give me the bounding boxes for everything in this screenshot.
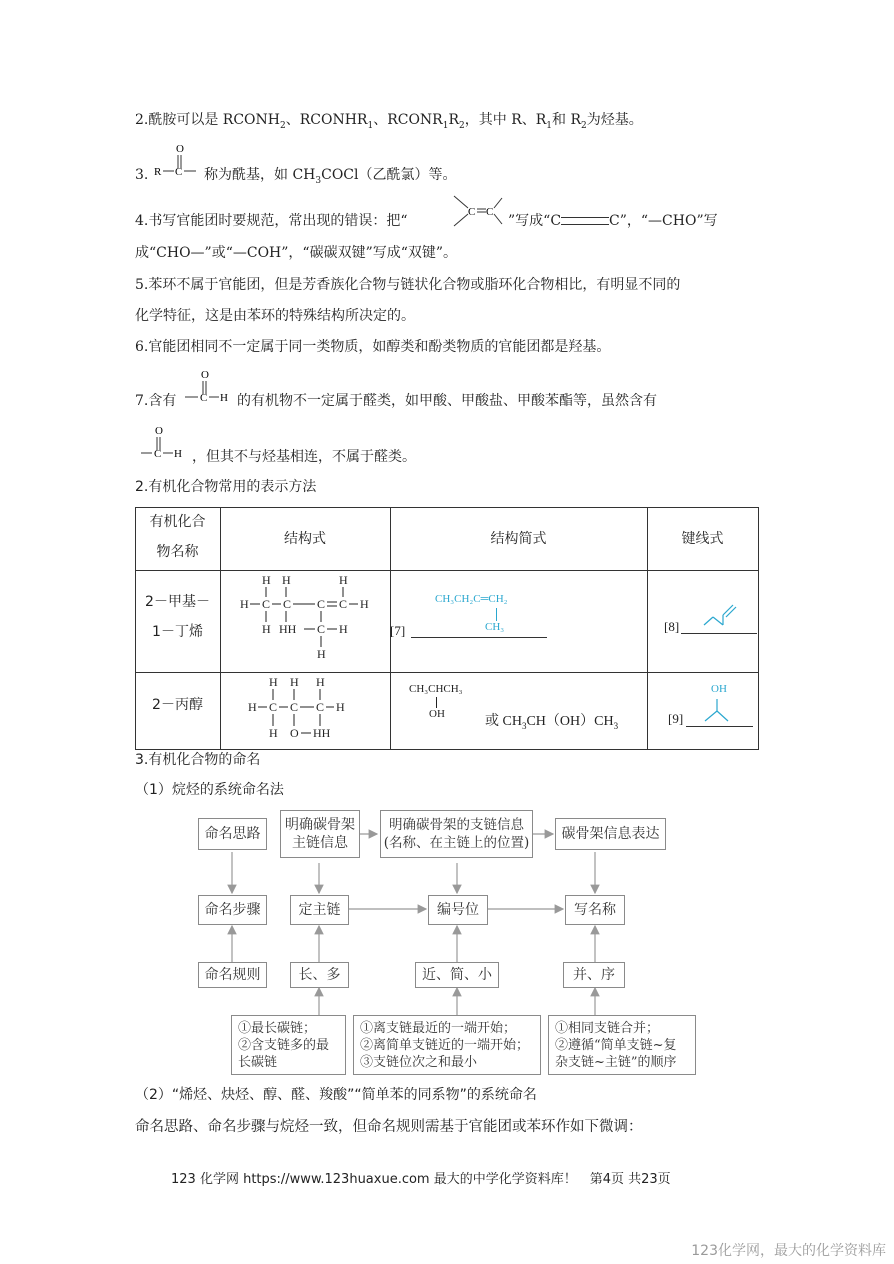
svg-text:H: H	[262, 573, 271, 587]
svg-text:H: H	[240, 597, 249, 611]
svg-text:O: O	[176, 143, 184, 155]
svg-text:O: O	[290, 726, 299, 740]
subsection-1-title: （1）烷烃的系统命名法	[135, 782, 284, 798]
note-3-text: 称为酰基，如 $CH_3COCl$（乙酰氯）等。	[204, 167, 457, 186]
header-condensed-formula: 结构简式	[490, 531, 547, 547]
flow-rule-longest-chain: ①最长碳链； ②含支链多的最 长碳链	[231, 1015, 346, 1075]
blank-7-underline	[411, 637, 547, 638]
svg-text:H: H	[360, 597, 369, 611]
blank-9: [9]	[668, 711, 684, 726]
flow-main-chain: 定主链	[290, 895, 349, 925]
svg-text:C: C	[200, 392, 208, 404]
svg-text:C: C	[486, 206, 494, 218]
svg-text:H: H	[339, 622, 348, 636]
page-footer: 123 化学网 https://www.123huaxue.com 最大的中学化学资料库！ 第4页 共23页	[171, 1172, 671, 1187]
representation-table	[135, 507, 759, 750]
double-bond-structure	[448, 192, 508, 232]
svg-text:R: R	[154, 166, 162, 178]
svg-text:H: H	[174, 448, 182, 460]
svg-text:H: H	[262, 622, 271, 636]
flow-naming-rules: 命名规则	[198, 962, 267, 988]
row2-condensed-alt: 或 $CH_3CH(OH)CH_3$	[485, 714, 619, 731]
flow-rule-numbering: ①离支链最近的一端开始； ②离简单支链近的一端开始； ③支链位次之和最小	[353, 1015, 541, 1075]
subsection-2-text: 命名思路、命名步骤与烷烃一致，但命名规则需基于官能团或苯环作如下微调：	[135, 1119, 643, 1135]
svg-text:H: H	[282, 573, 291, 587]
row2-condensed-branch: OH	[429, 708, 445, 720]
section-2-title: 2.有机化合物常用的表示方法	[135, 479, 317, 495]
acyl-group-structure	[150, 140, 200, 185]
row1-condensed-branch: CH₃	[485, 621, 505, 633]
note-7-end: ，但其不与烃基相连，不属于醛类。	[192, 449, 416, 465]
row2-skeletal-oh: OH	[711, 683, 727, 695]
svg-text:C: C	[154, 448, 162, 460]
svg-text:H: H	[220, 392, 228, 404]
svg-text:H: H	[339, 573, 348, 587]
row1-skeletal-formula	[703, 601, 743, 631]
svg-text:C: C	[283, 597, 292, 611]
svg-text:C: C	[317, 622, 326, 636]
header-structural-formula: 结构式	[284, 531, 326, 547]
svg-text:H: H	[248, 700, 257, 714]
note-7-prefix: 7.含有	[135, 393, 177, 409]
blank-9-underline	[686, 726, 753, 727]
svg-text:C: C	[290, 700, 299, 714]
svg-text:H: H	[269, 726, 278, 740]
blank-7: [7]	[390, 623, 406, 638]
aldehyde-group-structure	[182, 366, 232, 411]
note-7-text: 的有机物不一定属于醛类，如甲酸、甲酸盐、甲酸苯酯等，虽然含有	[237, 393, 657, 409]
row1-structural-formula	[235, 573, 380, 668]
note-4-rest: ”写成“C C”，“—CHO”写	[508, 213, 718, 229]
flow-write-name: 写名称	[565, 895, 625, 925]
svg-text:C: C	[339, 597, 348, 611]
flow-naming-idea: 命名思路	[198, 818, 267, 850]
flow-naming-steps: 命名步骤	[198, 895, 267, 925]
flow-rule-merge: ①相同支链合并； ②遵循“简单支链~复 杂支链~主链”的顺序	[548, 1015, 696, 1075]
row2-skeletal-formula	[701, 697, 731, 725]
section-3-title: 3.有机化合物的命名	[135, 752, 261, 768]
flow-merge-order: 并、序	[563, 962, 625, 988]
note-6: 6.官能团相同不一定属于同一类物质，如醇类和酚类物质的官能团都是羟基。	[135, 339, 611, 355]
blank-8-underline	[681, 633, 757, 634]
flow-long-many: 长、多	[290, 962, 349, 988]
svg-text:C: C	[269, 700, 278, 714]
svg-text:O: O	[201, 369, 209, 381]
note-5-line2: 化学特征，这是由苯环的特殊结构所决定的。	[135, 308, 415, 324]
flow-numbering: 编号位	[428, 895, 488, 925]
svg-text:HH: HH	[279, 622, 297, 636]
note-4-line2: 成“CHO—”或“—COH”，“碳碳双键”写成“双键”。	[135, 245, 458, 261]
subsection-2-title: （2）“烯烃、炔烃、醇、醛、羧酸”“简单苯的同系物”的系统命名	[135, 1087, 537, 1103]
note-4-line1: 4.书写官能团时要规范，常出现的错误：把“	[135, 213, 408, 229]
note-3: 3.	[135, 167, 149, 183]
aldehyde-group-structure-2	[140, 422, 190, 467]
watermark: 123化学网，最大的化学资料库	[691, 1243, 886, 1259]
row2-structural-formula	[243, 675, 368, 745]
svg-text:HH: HH	[313, 726, 331, 740]
svg-text:C: C	[175, 166, 183, 178]
row1-condensed-branch-bond	[496, 608, 497, 621]
note-2: 2.酰胺可以是 $RCONH_2$、$RCONHR_1$、$RCONR_1R_2$，其中 R、$R_1$和 $R_2$为烃基。	[135, 112, 643, 131]
svg-text:H: H	[336, 700, 345, 714]
row2-name: 2－丙醇	[152, 697, 203, 713]
flow-near-simple-small: 近、简、小	[415, 962, 499, 988]
flow-branch-info: 明确碳骨架的支链信息 (名称、在主链上的位置)	[380, 810, 533, 858]
svg-text:H: H	[316, 675, 325, 689]
svg-text:C: C	[317, 597, 326, 611]
blank-8: [8]	[664, 619, 680, 634]
flow-main-chain-info: 明确碳骨架 主链信息	[280, 810, 360, 858]
svg-text:H: H	[317, 647, 326, 661]
svg-text:H: H	[290, 675, 299, 689]
row2-condensed-branch-bond	[436, 697, 437, 708]
row1-name: 2－甲基－ 1－丁烯	[145, 594, 210, 640]
header-name: 有机化合 物名称	[149, 514, 206, 560]
svg-text:O: O	[155, 425, 163, 437]
svg-text:C: C	[468, 206, 476, 218]
row1-condensed-formula: CH₃CH₂C═CH₂	[435, 593, 508, 605]
svg-text:C: C	[262, 597, 271, 611]
header-skeletal-formula: 键线式	[681, 531, 724, 547]
note-5-line1: 5.苯环不属于官能团，但是芳香族化合物与链状化合物或脂环化合物相比，有明显不同的	[135, 277, 681, 293]
flow-carbon-skeleton-expression: 碳骨架信息表达	[555, 818, 666, 850]
svg-text:C: C	[316, 700, 325, 714]
svg-text:H: H	[269, 675, 278, 689]
row2-condensed-formula: CH₃CHCH₃	[409, 683, 463, 695]
